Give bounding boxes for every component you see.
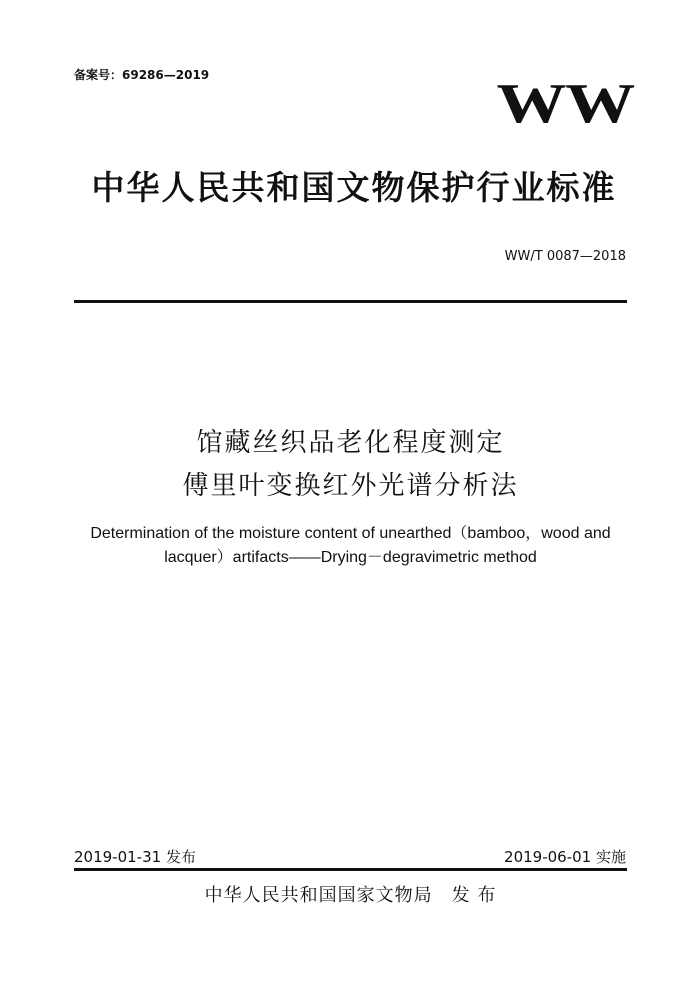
top-divider [74,300,627,303]
title-en-line2: lacquer）artifacts——Drying－degravimetric method [164,549,537,566]
implementation-date: 2019-06-01 实施 [504,848,626,866]
standard-number: WW/T 0087—2018 [504,249,626,264]
ww-logo: WW [496,73,634,135]
issue-date: 2019-01-31 发布 [74,848,196,866]
title-zh-line2: 傅里叶变换红外光谱分析法 [182,471,519,501]
record-number: 备案号：69286—2019 [74,68,210,82]
title-en-line1: Determination of the moisture content of unearthed（bamboo，wood and [90,525,611,542]
title-zh-line1: 馆藏丝织品老化程度测定 [196,428,505,458]
publisher: 中华人民共和国国家文物局 发 布 [204,885,497,906]
standard-name: 中华人民共和国文物保护行业标准 [91,168,617,207]
bottom-divider [74,868,627,871]
